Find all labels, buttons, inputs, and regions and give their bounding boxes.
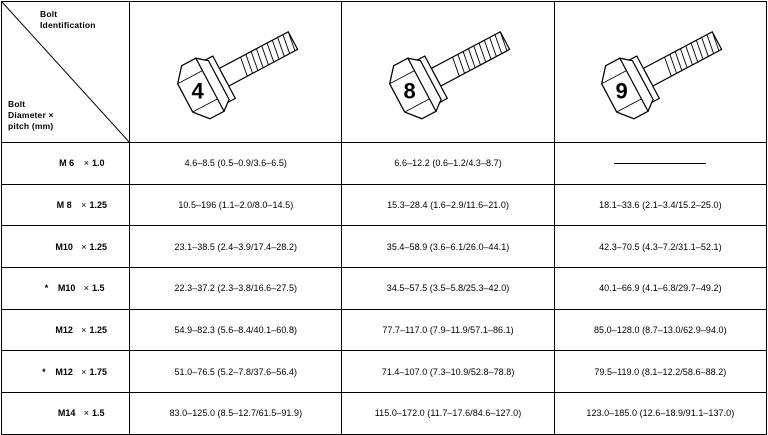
torque-value-cell: 35.4–58.9 (3.6–6.1/26.0–44.1) [342, 226, 554, 268]
torque-value-cell: 83.0–125.0 (8.5–12.7/61.5–91.9) [130, 393, 342, 435]
table-row [2, 309, 767, 351]
table-header-row [2, 2, 767, 143]
bolt-icon [161, 17, 311, 127]
multiplication-sign: × [83, 283, 89, 294]
asterisk-marker: * [42, 366, 46, 377]
torque-value-cell: 4.6–8.5 (0.5–0.9/3.6–6.5) [130, 143, 342, 185]
bolt-pitch: 1.25 [89, 200, 107, 211]
torque-value-cell: 34.5–57.5 (3.5–5.8/25.3–42.0) [342, 268, 554, 310]
bolt-header-cell-1 [130, 2, 342, 143]
bolt-pitch: 1.5 [91, 408, 105, 419]
bolt-spec-cell [2, 184, 130, 226]
torque-value-cell: 15.3–28.4 (1.6–2.9/11.6–21.0) [342, 184, 554, 226]
corner-label-top [40, 9, 96, 30]
torque-value-cell: 10.5–196 (1.1–2.0/8.0–14.5) [130, 184, 342, 226]
bolt-diameter: M14 [57, 408, 76, 419]
multiplication-sign: × [81, 366, 87, 377]
table-row [2, 393, 767, 435]
table-row [2, 184, 767, 226]
corner-label-bottom-line2: Diameter × [8, 109, 54, 120]
bolt-spec-cell [2, 143, 130, 185]
table-row [2, 143, 767, 185]
bolt-spec-cell [2, 226, 130, 268]
bolt-diameter: M10 [57, 283, 76, 294]
bolt-icon [373, 17, 523, 127]
bolt-illustration-4 [130, 2, 341, 142]
bolt-grade-marking: 8 [403, 78, 416, 104]
torque-value-cell: 18.1–33.6 (2.1–3.4/15.2–25.0) [554, 184, 766, 226]
multiplication-sign: × [81, 241, 87, 252]
multiplication-sign: × [83, 408, 89, 419]
torque-value-cell: 115.0–172.0 (11.7–17.6/84.6–127.0) [342, 393, 554, 435]
torque-value-cell: 42.3–70.5 (4.3–7.2/31.1–52.1) [554, 226, 766, 268]
corner-header-cell [2, 2, 130, 143]
torque-value-cell: 40.1–66.9 (4.1–6.8/29.7–49.2) [554, 268, 766, 310]
table-row [2, 226, 767, 268]
bolt-torque-table [1, 1, 767, 435]
torque-value-cell: 22.3–37.2 (2.3–3.8/16.6–27.5) [130, 268, 342, 310]
table-row [2, 351, 767, 393]
bolt-pitch: 1.25 [89, 325, 107, 336]
bolt-spec-cell [2, 393, 130, 435]
bolt-diameter: M 6 [59, 158, 75, 169]
torque-value-cell: 23.1–38.5 (2.4–3.9/17.4–28.2) [130, 226, 342, 268]
corner-label-bottom-line3: pitch (mm) [8, 120, 54, 131]
bolt-diameter: M10 [55, 241, 73, 252]
bolt-illustration-9 [555, 2, 766, 142]
torque-value-cell: 6.6–12.2 (0.6–1.2/4.3–8.7) [342, 143, 554, 185]
torque-value-cell: 79.5–119.0 (8.1–12.2/58.6–88.2) [554, 351, 766, 393]
table-row [2, 268, 767, 310]
multiplication-sign: × [81, 200, 87, 211]
multiplication-sign: × [83, 158, 89, 169]
corner-label-top-line2: Identification [40, 19, 96, 30]
torque-value-cell: 85.0–128.0 (8.7–13.0/62.9–94.0) [554, 309, 766, 351]
corner-label-bottom [8, 99, 54, 132]
multiplication-sign: × [81, 325, 87, 336]
torque-value-cell: 51.0–76.5 (5.2–7.8/37.6–56.4) [130, 351, 342, 393]
torque-spec-sheet [0, 1, 768, 429]
torque-value-cell: 54.9–82.3 (5.6–8.4/40.1–60.8) [130, 309, 342, 351]
torque-value-cell: 71.4–107.0 (7.3–10.9/52.8–78.8) [342, 351, 554, 393]
torque-value-cell: 77.7–117.0 (7.9–11.9/57.1–86.1) [342, 309, 554, 351]
bolt-spec-cell [2, 309, 130, 351]
bolt-spec-cell [2, 351, 130, 393]
bolt-illustration-8 [342, 2, 553, 142]
bolt-pitch: 1.5 [91, 283, 105, 294]
bolt-header-cell-3 [554, 2, 766, 143]
asterisk-marker: * [44, 283, 49, 294]
torque-value-cell: 123.0–185.0 (12.6–18.9/91.1–137.0) [554, 393, 766, 435]
bolt-diameter: M 8 [56, 200, 72, 211]
bolt-spec-cell [2, 268, 130, 310]
bolt-pitch: 1.0 [91, 158, 105, 169]
bolt-header-cell-2 [342, 2, 554, 143]
corner-label-top-line1: Bolt [40, 9, 58, 19]
bolt-pitch: 1.25 [89, 241, 107, 252]
no-value-dash [614, 163, 706, 164]
torque-value-cell-empty [554, 143, 766, 185]
bolt-pitch: 1.75 [89, 366, 107, 377]
bolt-grade-marking: 4 [191, 78, 204, 104]
bolt-diameter: M12 [55, 325, 73, 336]
bolt-diameter: M12 [55, 366, 73, 377]
bolt-grade-marking: 9 [615, 78, 629, 104]
bolt-icon [585, 17, 735, 127]
corner-label-bottom-line1: Bolt [8, 98, 26, 109]
